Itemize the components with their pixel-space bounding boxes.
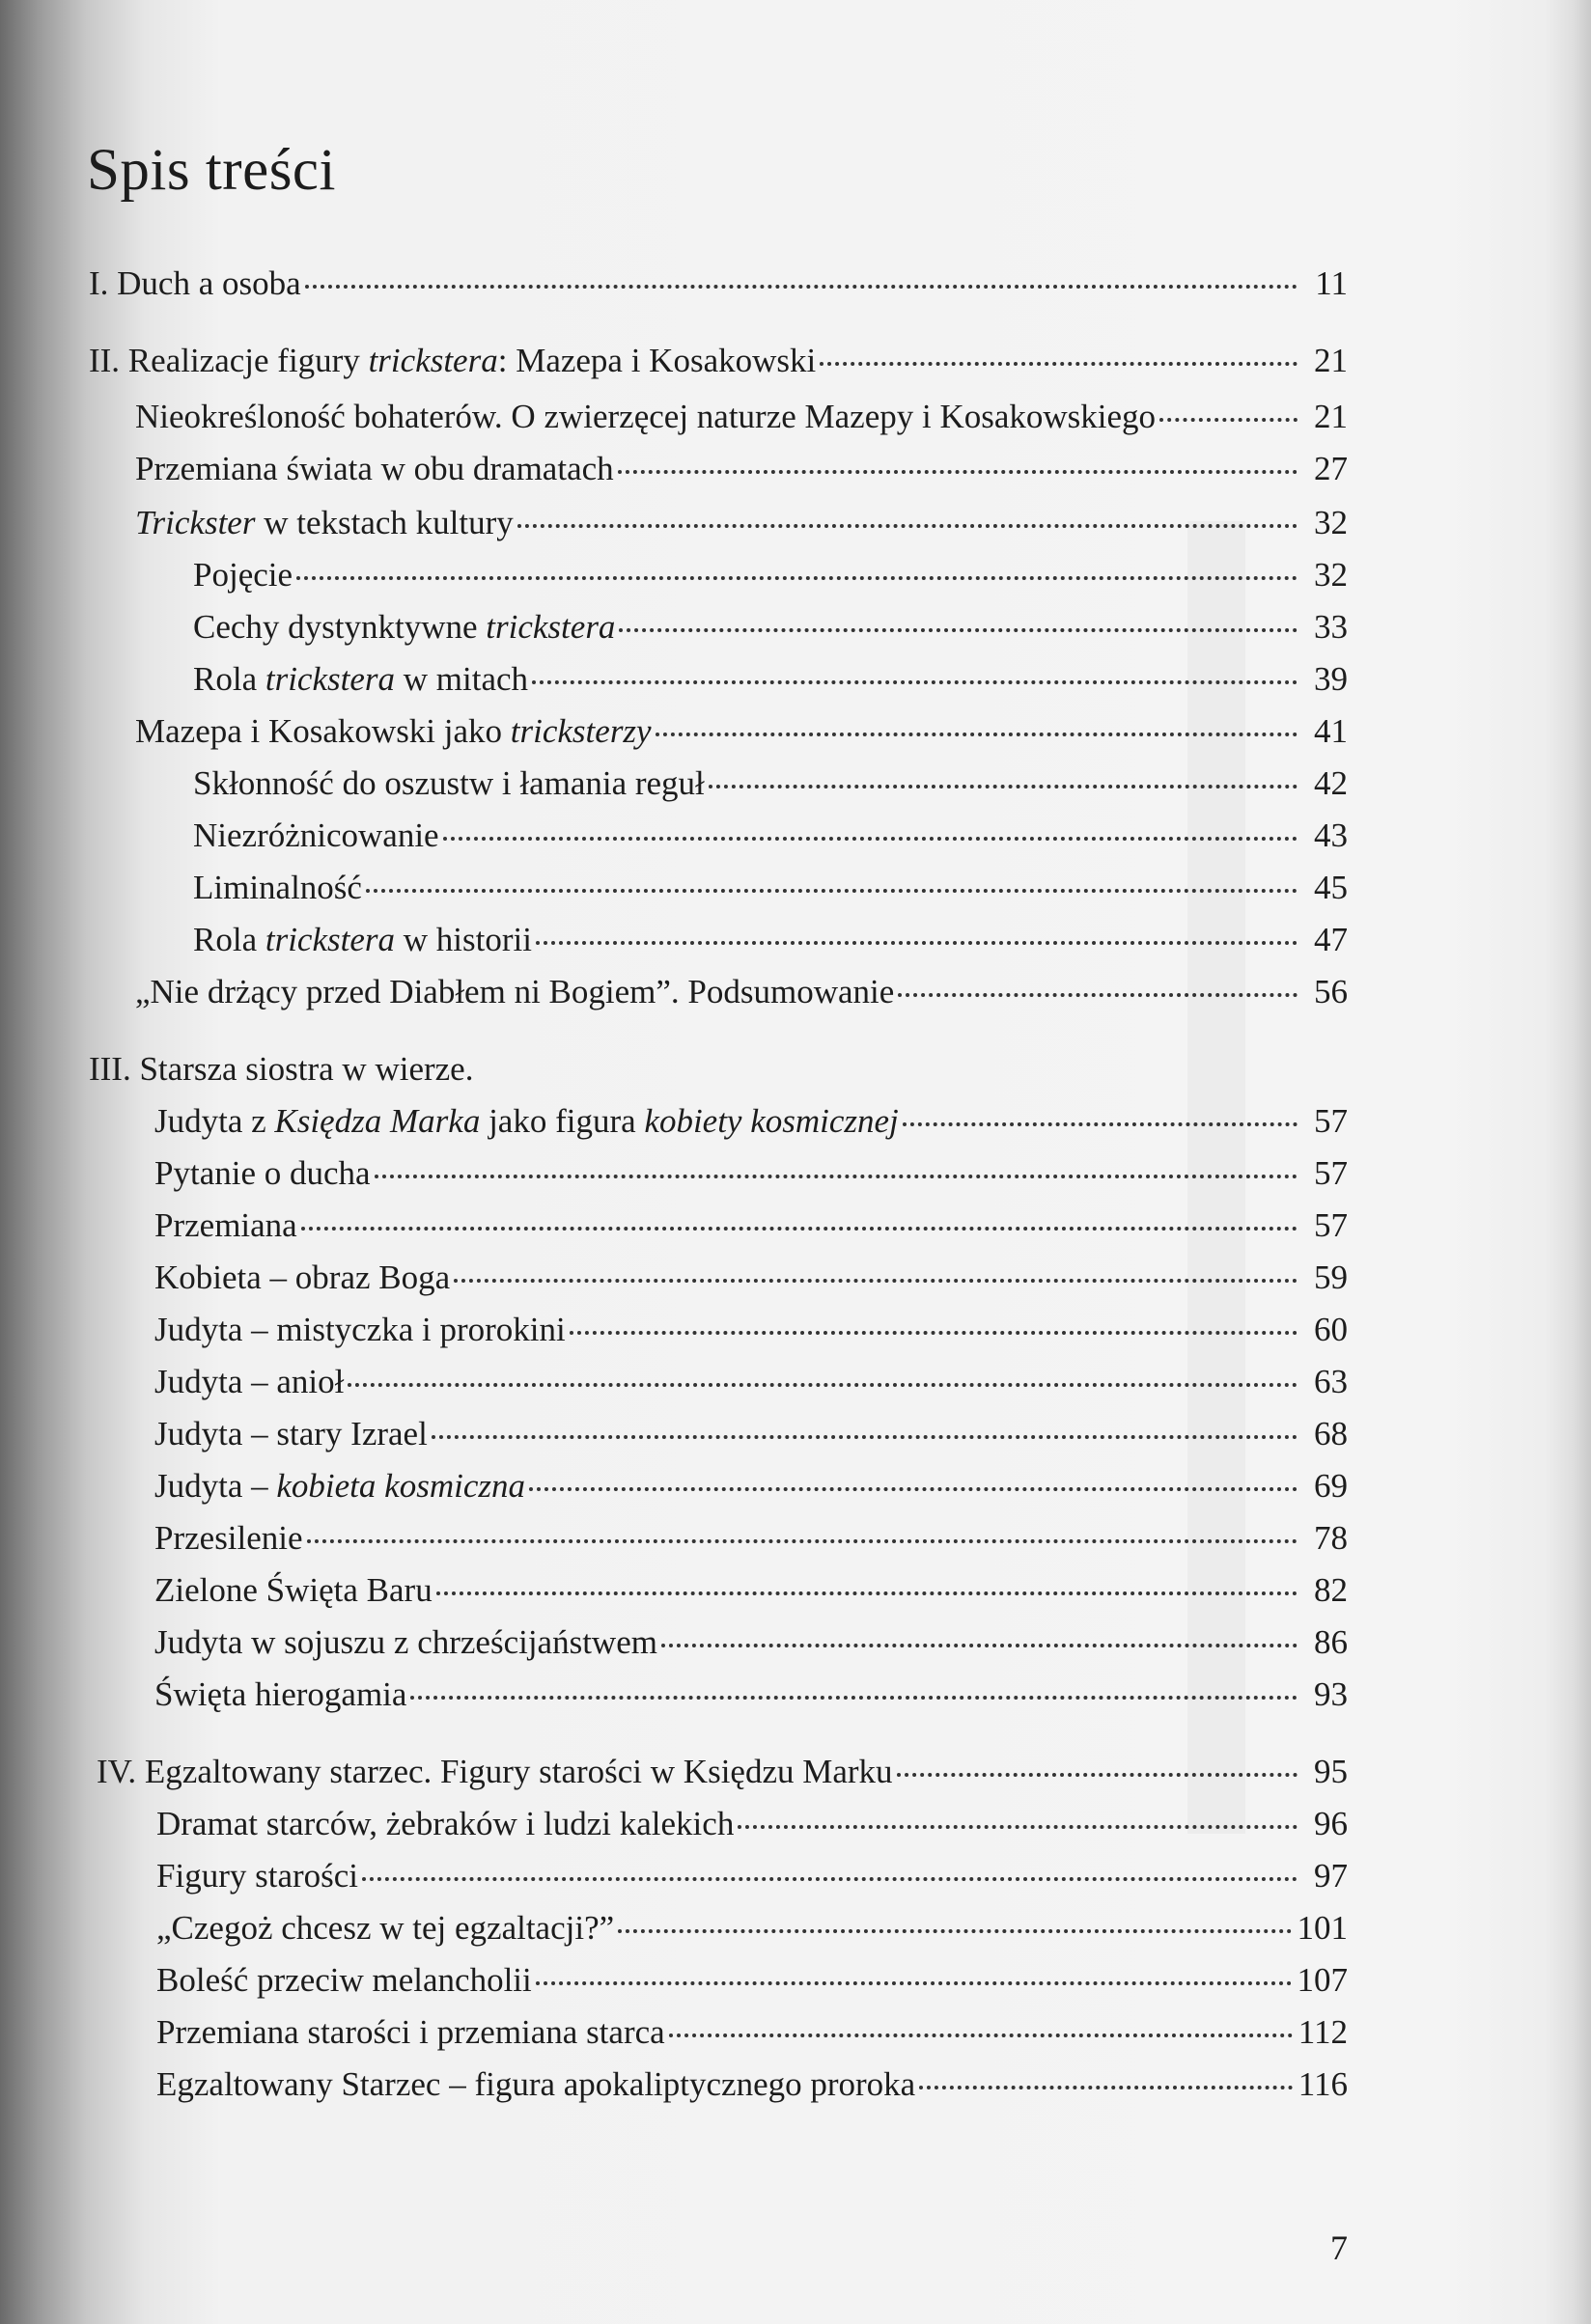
- toc-title-part: Rola: [193, 660, 265, 698]
- toc-page-number: 57: [1314, 1154, 1348, 1192]
- toc-title-part: Rola: [193, 921, 265, 958]
- toc-title-part: Judyta z: [154, 1102, 275, 1140]
- toc-entry: [154, 1150, 1348, 1197]
- toc-title-italic-part: trickstera: [265, 921, 395, 958]
- toc-page-number: 63: [1314, 1363, 1348, 1400]
- toc-page-number: 107: [1297, 1961, 1348, 1999]
- toc-page-number: 86: [1314, 1623, 1348, 1661]
- toc-entry: [193, 865, 1348, 911]
- toc-entry: [156, 1957, 1348, 2004]
- dot-leader: [366, 888, 1298, 893]
- toc-entry: [154, 1463, 1348, 1509]
- dot-leader: [669, 2033, 1293, 2037]
- dot-leader: [517, 523, 1298, 528]
- toc-title-part: Przemiana starości i przemiana starca: [156, 2013, 665, 2051]
- toc-entry-title: [193, 656, 528, 703]
- toc-entry: [193, 656, 1348, 703]
- dot-leader: [305, 284, 1298, 289]
- dot-leader: [529, 1486, 1298, 1491]
- toc-title-part: Kobieta – obraz Boga: [154, 1259, 451, 1296]
- toc-title-part: Skłonność do oszustw i łamania reguł: [193, 764, 705, 802]
- toc-entry: [193, 917, 1348, 963]
- toc-entry-title: [193, 552, 293, 598]
- dot-leader: [410, 1695, 1298, 1700]
- toc-entry-title: [154, 1411, 428, 1457]
- toc-entry: [89, 338, 1348, 384]
- toc-title-part: Judyta w sojuszu z chrześcijaństwem: [154, 1623, 657, 1661]
- toc-entry-title: [89, 338, 816, 384]
- toc-title-part: Dramat starców, żebraków i ludzi kalekich: [156, 1805, 735, 1842]
- toc-entry: [89, 261, 1348, 307]
- toc-entry-title: [97, 1749, 893, 1795]
- toc-title-part: Boleść przeciw melancholii: [156, 1961, 532, 1999]
- toc-entry: [154, 1619, 1348, 1666]
- toc-entry: [154, 1567, 1348, 1614]
- toc-title-part: jako figura: [480, 1102, 645, 1140]
- toc-entry: [156, 2061, 1348, 2108]
- toc-entry-title: [156, 1905, 614, 1951]
- dot-leader: [656, 732, 1298, 736]
- toc-page-number: 60: [1314, 1311, 1348, 1348]
- dot-leader: [301, 1226, 1298, 1231]
- dot-leader: [432, 1434, 1298, 1439]
- toc-title-part: Przesilenie: [154, 1519, 303, 1557]
- toc-entry-title: [154, 1359, 344, 1405]
- toc-entry-title: [156, 2009, 665, 2056]
- toc-page-number: 11: [1315, 264, 1348, 302]
- toc-title-part: I. Duch a osoba: [89, 264, 301, 302]
- dot-leader: [454, 1278, 1298, 1283]
- toc-title-part: II. Realizacje figury: [89, 342, 369, 379]
- toc-title-part: w tekstach kultury: [255, 504, 514, 541]
- toc-entry-title: [154, 1255, 450, 1301]
- toc-title-part: w historii: [395, 921, 532, 958]
- toc-title-part: Judyta – mistyczka i prorokini: [154, 1311, 566, 1348]
- toc-entry: [154, 1098, 1348, 1145]
- toc-page-number: 32: [1314, 556, 1348, 594]
- toc-page-number: 116: [1298, 2065, 1348, 2103]
- toc-entry-title: [193, 761, 705, 807]
- toc-entry: [193, 761, 1348, 807]
- dot-leader: [618, 469, 1298, 474]
- toc-page-number: 32: [1314, 504, 1348, 541]
- toc-entry-title: [89, 1046, 1348, 1093]
- toc-entry-title: [154, 1098, 899, 1145]
- toc-title-italic-part: Trickster: [135, 504, 256, 541]
- toc-entry-title: [154, 1672, 406, 1718]
- toc-entry-title: [156, 2061, 915, 2108]
- toc-entry: [135, 500, 1348, 546]
- page-title: Spis treści: [87, 138, 336, 203]
- dot-leader: [443, 836, 1298, 841]
- toc-title-part: Zielone Święta Baru: [154, 1571, 433, 1609]
- toc-entry: [154, 1672, 1348, 1718]
- toc-entry-title: [89, 261, 301, 307]
- toc-entry: [154, 1515, 1348, 1562]
- dot-leader: [820, 361, 1298, 366]
- toc-entry: [156, 1801, 1348, 1847]
- toc-page-number: 59: [1314, 1259, 1348, 1296]
- toc-entry: [193, 813, 1348, 859]
- toc-title-part: Cechy dystynktywne: [193, 608, 487, 646]
- toc-title-italic-part: kobiety kosmicznej: [644, 1102, 899, 1140]
- dot-leader: [709, 784, 1298, 788]
- toc-entry: [154, 1359, 1348, 1405]
- toc-entry-title: [156, 1957, 532, 2004]
- toc-entry-title: [154, 1150, 371, 1197]
- dot-leader: [536, 1980, 1292, 1985]
- toc-title-part: III. Starsza siostra w wierze.: [89, 1050, 474, 1088]
- toc-page-number: 27: [1314, 450, 1348, 487]
- toc-page-number: 39: [1314, 660, 1348, 698]
- toc-page-number: 96: [1314, 1805, 1348, 1842]
- toc-entry-title: [154, 1515, 303, 1562]
- dot-leader: [619, 627, 1298, 632]
- toc-entry-title: [154, 1307, 566, 1353]
- toc-title-part: Liminalność: [193, 869, 362, 906]
- toc-entry: [97, 1749, 1348, 1795]
- dot-leader: [618, 1928, 1291, 1933]
- toc-entry-title: [193, 917, 532, 963]
- toc-title-part: Figury starości: [156, 1857, 359, 1895]
- toc-title-part: Mazepa i Kosakowski jako: [135, 712, 511, 750]
- toc-title-part: Nieokreśloność bohaterów. O zwierzęcej naturze Mazepy i Kosakowskiego: [135, 398, 1157, 435]
- toc-entry: [135, 446, 1348, 492]
- dot-leader: [307, 1538, 1298, 1543]
- toc-entry: [156, 1905, 1348, 1951]
- toc-entry: [135, 969, 1348, 1015]
- dot-leader: [532, 679, 1298, 684]
- toc-entry: [193, 604, 1348, 650]
- toc-page-number: 45: [1314, 869, 1348, 906]
- toc-entry: [193, 552, 1348, 598]
- toc-page-number: 47: [1314, 921, 1348, 958]
- dot-leader: [1159, 417, 1298, 422]
- page-number: 7: [1330, 2228, 1348, 2267]
- toc-entry-title: [135, 394, 1156, 440]
- dot-leader: [296, 575, 1298, 580]
- toc-page-number: 78: [1314, 1519, 1348, 1557]
- toc-entry-title: [154, 1567, 433, 1614]
- dot-leader: [348, 1382, 1298, 1387]
- toc-title-italic-part: trickstera: [265, 660, 395, 698]
- dot-leader: [898, 992, 1298, 997]
- toc-page-number: 57: [1314, 1206, 1348, 1244]
- toc-title-part: Judyta – stary Izrael: [154, 1415, 428, 1452]
- toc-entry: [156, 1853, 1348, 1899]
- toc-page-number: 42: [1314, 764, 1348, 802]
- toc-title-italic-part: tricksterzy: [510, 712, 652, 750]
- toc-entry-title: [154, 1619, 657, 1666]
- dot-leader: [903, 1121, 1298, 1126]
- toc-page-number: 68: [1314, 1415, 1348, 1452]
- toc-title-part: w mitach: [395, 660, 529, 698]
- toc-page-number: 101: [1297, 1909, 1348, 1947]
- toc-entry-title: [193, 865, 362, 911]
- toc-page-number: 21: [1314, 342, 1348, 379]
- toc-entry: [154, 1255, 1348, 1301]
- toc-entry-title: [135, 708, 652, 755]
- toc-title-part: „Nie drżący przed Diabłem ni Bogiem”. Podsumowanie: [135, 973, 895, 1010]
- toc-title-part: Pytanie o ducha: [154, 1154, 371, 1192]
- toc-title-part: Judyta – anioł: [154, 1363, 345, 1400]
- toc-page-number: 41: [1314, 712, 1348, 750]
- toc-page-number: 93: [1314, 1675, 1348, 1713]
- toc-entry-title: [154, 1203, 297, 1249]
- toc-page-number: 56: [1314, 973, 1348, 1010]
- toc-entry: [89, 1046, 1348, 1093]
- toc-entry: [156, 2009, 1348, 2056]
- toc-entry-title: [193, 813, 439, 859]
- dot-leader: [362, 1876, 1298, 1881]
- toc-entry-title: [135, 446, 614, 492]
- dot-leader: [375, 1174, 1298, 1178]
- toc-title-part: IV. Egzaltowany starzec. Figury starości w Księdzu Marku: [97, 1753, 893, 1790]
- toc-page-number: 97: [1314, 1857, 1348, 1895]
- toc-page-number: 95: [1314, 1753, 1348, 1790]
- toc-title-part: Święta hierogamia: [154, 1675, 407, 1713]
- toc-entry-title: [193, 604, 615, 650]
- toc-entry-title: [135, 500, 514, 546]
- toc-title-part: Przemiana świata w obu dramatach: [135, 450, 614, 487]
- toc-title-part: Egzaltowany Starzec – figura apokaliptycznego proroka: [156, 2065, 916, 2103]
- toc-title-part: Niezróżnicowanie: [193, 816, 439, 854]
- toc-entry: [135, 394, 1348, 440]
- toc-title-part: „Czegoż chcesz w tej egzaltacji?”: [156, 1909, 615, 1947]
- dot-leader: [436, 1591, 1298, 1595]
- toc-title-part: Pojęcie: [193, 556, 293, 594]
- toc-page-number: 112: [1298, 2013, 1348, 2051]
- toc-entry: [154, 1203, 1348, 1249]
- toc-page-number: 33: [1314, 608, 1348, 646]
- dot-leader: [738, 1824, 1298, 1829]
- toc-title-part: Judyta –: [154, 1467, 277, 1505]
- toc-entry: [135, 708, 1348, 755]
- toc-page-number: 82: [1314, 1571, 1348, 1609]
- dot-leader: [919, 2085, 1293, 2089]
- toc-entry-title: [156, 1853, 358, 1899]
- toc-page-number: 57: [1314, 1102, 1348, 1140]
- toc-entry: [154, 1307, 1348, 1353]
- toc-page-number: 69: [1314, 1467, 1348, 1505]
- dot-leader: [661, 1643, 1298, 1647]
- toc-title-italic-part: trickstera: [486, 608, 616, 646]
- dot-leader: [536, 940, 1298, 945]
- toc-entry: [154, 1411, 1348, 1457]
- toc-page-number: 21: [1314, 398, 1348, 435]
- toc-title-part: : Mazepa i Kosakowski: [497, 342, 817, 379]
- dot-leader: [897, 1772, 1298, 1777]
- toc-title-italic-part: trickstera: [368, 342, 498, 379]
- toc-title-part: Przemiana: [154, 1206, 297, 1244]
- dot-leader: [570, 1330, 1298, 1335]
- toc-entry-title: [156, 1801, 734, 1847]
- toc-title-italic-part: Księdza Marka: [274, 1102, 481, 1140]
- toc-title-italic-part: kobieta kosmiczna: [276, 1467, 525, 1505]
- toc-entry-title: [135, 969, 894, 1015]
- toc-entry-title: [154, 1463, 525, 1509]
- toc-page-number: 43: [1314, 816, 1348, 854]
